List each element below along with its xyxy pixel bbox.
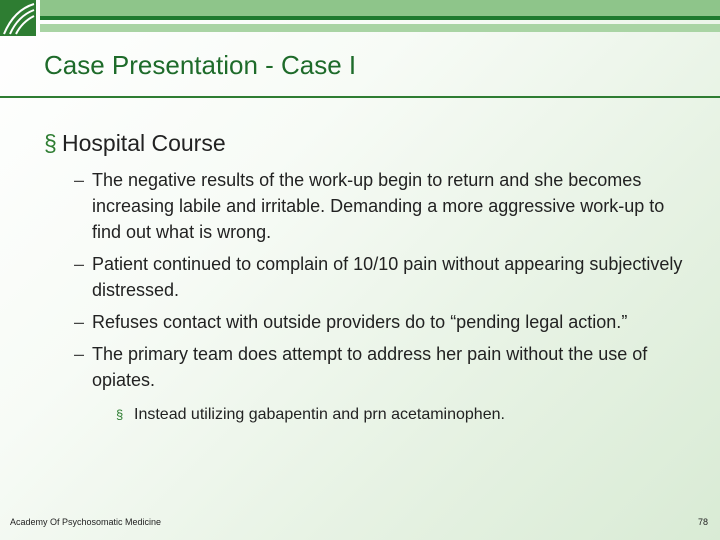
sub-bullet-text: The primary team does attempt to address her pain without the use of opiates. <box>92 344 648 390</box>
sub-sub-bullet-gabapentin <box>116 403 694 427</box>
page-number: 78 <box>697 517 708 527</box>
sub-bullet-pain <box>74 251 694 303</box>
slide-title: Case Presentation - Case I <box>44 50 357 80</box>
dash-marker: – <box>74 170 85 190</box>
title-divider <box>0 96 720 98</box>
sub-bullet-refuses-contact <box>74 309 694 335</box>
bullet-text: Hospital Course <box>62 130 226 156</box>
sub-bullet-text: Patient continued to complain of 10/10 pain without appearing subjectively distressed. <box>92 254 683 300</box>
bullet-hospital-course <box>44 130 694 157</box>
footer-organization: Academy Of Psychosomatic Medicine <box>10 517 162 527</box>
dash-marker: – <box>74 254 85 274</box>
sub-sub-bullet-text: Instead utilizing gabapentin and prn acetaminophen. <box>134 406 505 423</box>
header-band-dark <box>40 16 720 20</box>
logo-icon <box>0 0 36 36</box>
sub-bullet-text: Refuses contact with outside providers do to “pending legal action.” <box>92 312 628 332</box>
dash-marker: – <box>74 344 85 364</box>
sub-bullet-primary-team <box>74 341 694 393</box>
header-band-mid <box>40 24 720 32</box>
section-bullet-icon: § <box>116 407 124 422</box>
header-band <box>40 0 720 36</box>
header-band-light <box>40 0 720 16</box>
section-bullet-icon: § <box>44 130 57 156</box>
sub-bullet-workup <box>74 167 694 245</box>
sub-bullet-text: The negative results of the work-up begin to return and she becomes increasing labile and irritable. Demanding a more aggressive work-up to find out what is wrong. <box>92 170 665 242</box>
dash-marker: – <box>74 312 85 332</box>
slide-body <box>44 130 694 427</box>
